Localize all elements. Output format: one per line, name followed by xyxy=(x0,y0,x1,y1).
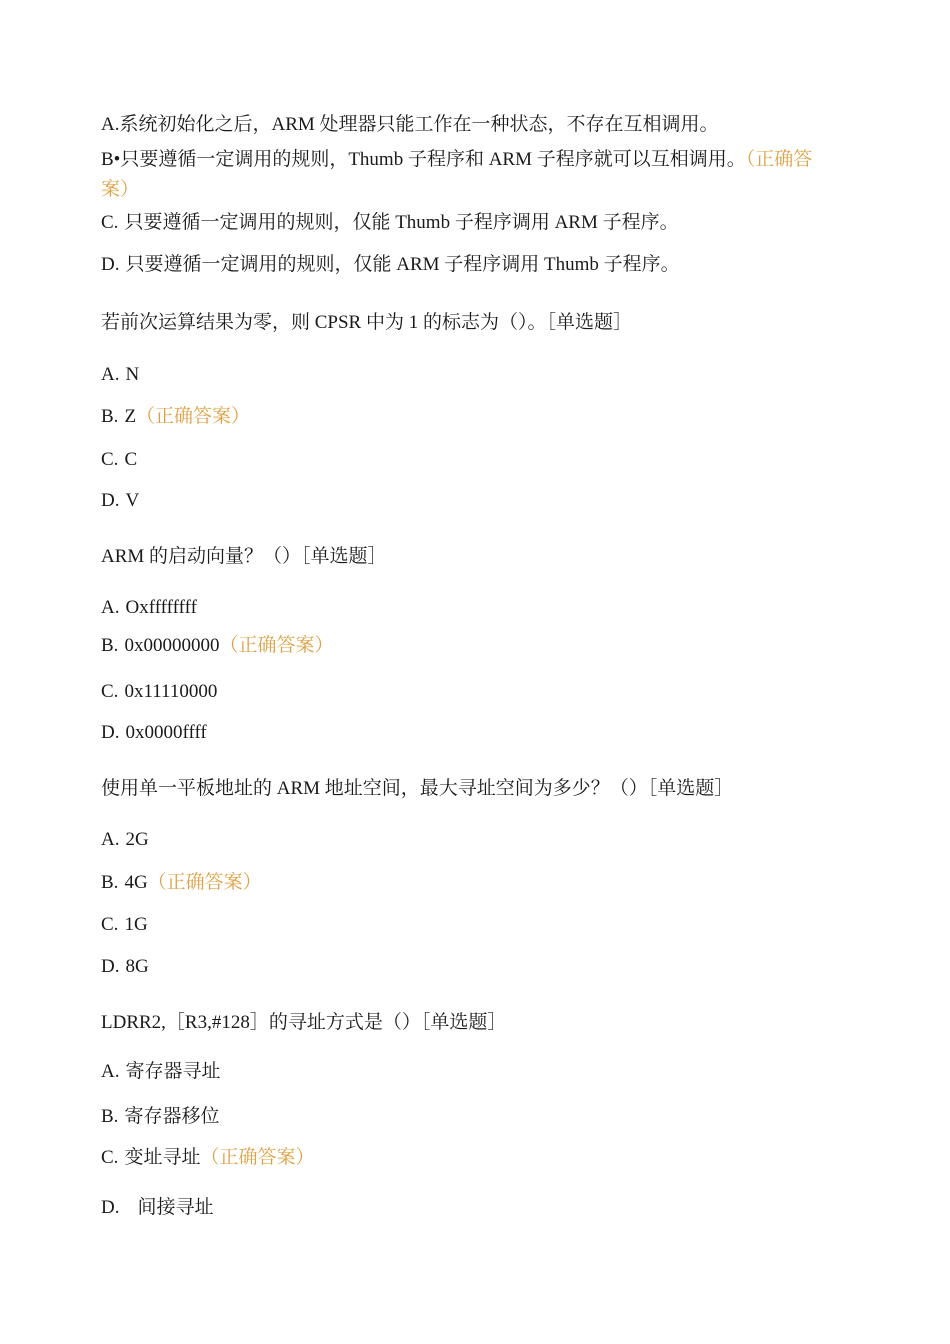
option-label: B. xyxy=(101,1106,119,1127)
option-b xyxy=(101,868,262,898)
option-c xyxy=(101,677,217,707)
option-d xyxy=(101,486,139,516)
option-b xyxy=(101,145,836,205)
option-text: 1G xyxy=(124,914,148,935)
option-label: D. xyxy=(101,956,120,977)
option-label: B• xyxy=(101,149,121,170)
option-label: D. xyxy=(101,722,120,743)
option-text: Oxffffffff xyxy=(125,597,197,618)
option-text: 寄存器寻址 xyxy=(125,1061,221,1082)
option-a xyxy=(101,1057,221,1087)
question-text: 若前次运算结果为零，则 CPSR 中为 1 的标志为（）。［单选题］ xyxy=(101,312,632,333)
option-text: N xyxy=(125,364,140,385)
option-label: C. xyxy=(101,681,119,702)
option-text: 8G xyxy=(125,956,149,977)
option-label: A. xyxy=(101,829,120,850)
option-a xyxy=(101,593,197,623)
option-text: 间接寻址 xyxy=(137,1197,214,1218)
option-text: 0x00000000 xyxy=(124,635,220,656)
option-text: 变址寻址 xyxy=(124,1147,201,1168)
correct-answer-tag: （正确答案） xyxy=(147,872,262,893)
option-text: 0x0000ffff xyxy=(125,722,207,743)
option-b xyxy=(101,1102,219,1132)
option-label: D. xyxy=(101,490,120,511)
option-c xyxy=(101,445,137,475)
option-text: 只要遵循一定调用的规则，仅能 ARM 子程序调用 Thumb 子程序。 xyxy=(125,254,680,275)
option-label: B. xyxy=(101,406,119,427)
correct-answer-tag: （正确答案） xyxy=(219,635,334,656)
option-label: C. xyxy=(101,1147,119,1168)
option-label: C. xyxy=(101,449,119,470)
correct-answer-tag: （正确答案） xyxy=(200,1147,315,1168)
option-c xyxy=(101,1143,314,1173)
option-a xyxy=(101,360,139,390)
option-text: C xyxy=(124,449,138,470)
option-c xyxy=(101,208,679,238)
option-text: 0x11110000 xyxy=(124,681,218,702)
option-label: B. xyxy=(101,635,119,656)
option-c xyxy=(101,910,148,940)
option-d xyxy=(101,952,149,982)
option-d xyxy=(101,1193,214,1223)
option-label: D. xyxy=(101,1197,120,1218)
option-text: 只要遵循一定调用的规则，仅能 Thumb 子程序调用 ARM 子程序。 xyxy=(124,212,679,233)
question-text: LDRR2,［R3,#128］的寻址方式是（）［单选题］ xyxy=(101,1012,507,1033)
option-b xyxy=(101,402,250,432)
option-text: 只要遵循一定调用的规则，Thumb 子程序和 ARM 子程序就可以互相调用。 xyxy=(120,149,746,170)
option-a xyxy=(101,110,719,140)
option-text: 寄存器移位 xyxy=(124,1106,220,1127)
question-text: ARM 的启动向量？（）［单选题］ xyxy=(101,546,387,567)
option-label: A. xyxy=(101,1061,120,1082)
option-label: C. xyxy=(101,212,119,233)
option-text: Z xyxy=(124,406,137,427)
option-b xyxy=(101,631,333,661)
option-label: A. xyxy=(101,114,120,135)
option-text: 系统初始化之后，ARM 处理器只能工作在一种状态，不存在互相调用。 xyxy=(119,114,719,135)
option-label: A. xyxy=(101,597,120,618)
option-text: 2G xyxy=(125,829,149,850)
option-label: A. xyxy=(101,364,120,385)
option-label: B. xyxy=(101,872,119,893)
correct-answer-tag: （正确答案） xyxy=(101,149,813,200)
option-a xyxy=(101,825,149,855)
option-text: V xyxy=(125,490,140,511)
question-text: 使用单一平板地址的 ARM 地址空间，最大寻址空间为多少？（）［单选题］ xyxy=(101,778,734,799)
option-label: D. xyxy=(101,254,120,275)
option-text: 4G xyxy=(124,872,148,893)
option-d xyxy=(101,250,680,280)
option-d xyxy=(101,718,207,748)
correct-answer-tag: （正确答案） xyxy=(136,406,251,427)
option-label: C. xyxy=(101,914,119,935)
